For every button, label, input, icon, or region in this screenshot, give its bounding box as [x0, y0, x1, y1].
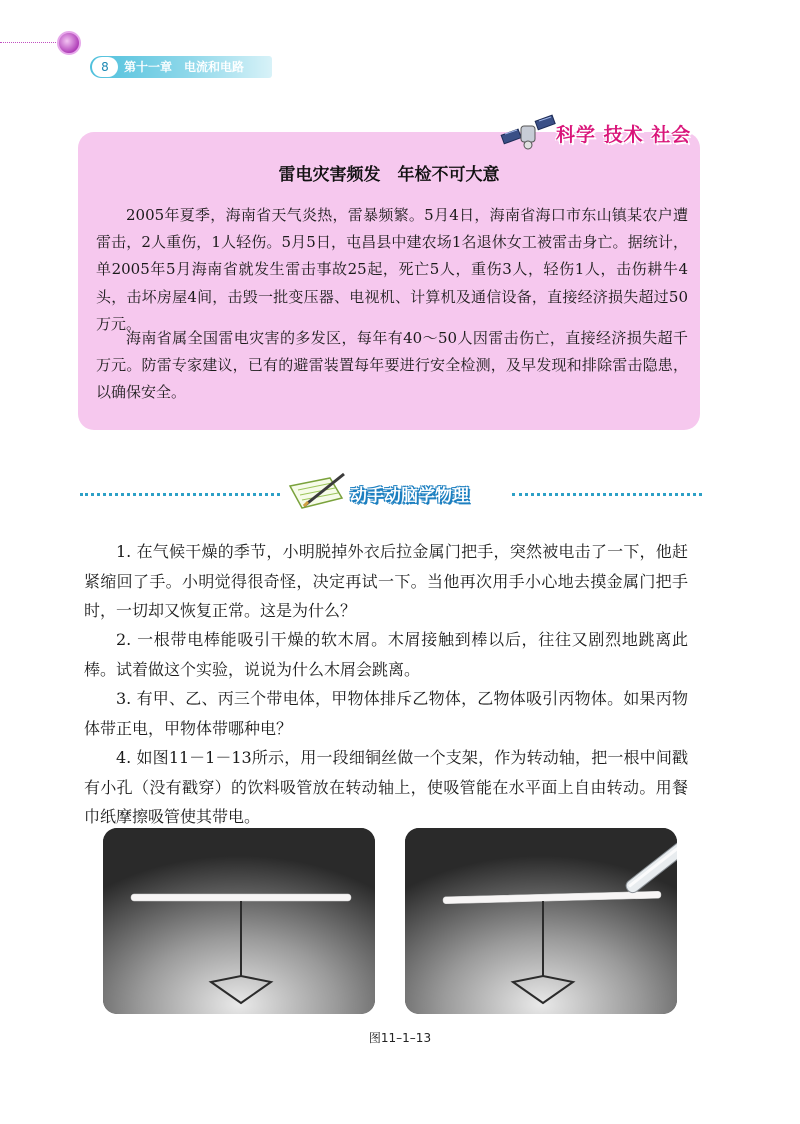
header-ring-icon [57, 31, 81, 55]
info-paragraph: 2005年夏季，海南省天气炎热，雷暴频繁。5月4日，海南省海口市东山镇某农户遭雷击，2人重伤，1人轻伤。5月5日，屯昌县中建农场1名退休女工被雷击身亡。据统计，单2005年5月海南省就发生雷击事故25起，死亡5人，重伤3人，轻伤1人，击伤耕牛4头，击坏房屋4间，击毁一批变压器、电视机、计算机及通信设备，直接经济损失超过50万元。 [96, 206, 688, 333]
sts-badge [500, 112, 715, 158]
sts-badge-label: 科学 技术 社会 [556, 124, 692, 146]
notebook-pen-icon [284, 472, 348, 514]
question-item: 2. 一根带电棒能吸引干燥的软木屑。木屑接触到棒以后，往往又剧烈地跳离此棒。试着做这个实验，说说为什么木屑会跳离。 [84, 630, 688, 679]
question-item: 1. 在气候干燥的季节，小明脱掉外衣后拉金属门把手，突然被电击了一下，他赶紧缩回了手。小明觉得很奇怪，决定再试一下。当他再次用手小心地去摸金属门把手时，一切却又恢复正常。这是为什么？ [84, 542, 688, 620]
info-title: 雷电灾害频发 年检不可大意 [278, 165, 500, 185]
chapter-title: 第十一章 电流和电路 [124, 60, 245, 74]
figure-caption: 图11–1–13 [368, 1031, 432, 1045]
section-dots-left [80, 493, 280, 496]
question-item: 3. 有甲、乙、丙三个带电体，甲物体排斥乙物体，乙物体吸引丙物体。如果丙物体带正电，甲物体带哪种电？ [84, 689, 688, 738]
photo-straw-on-stand [103, 828, 375, 1014]
photo-rod-near-straw [405, 828, 677, 1014]
hands-on-title: 动手动脑学物理 [350, 486, 469, 506]
header-dotted-line [0, 42, 62, 43]
info-paragraph: 海南省属全国雷电灾害的多发区，每年有40～50人因雷击伤亡，直接经济损失超千万元。防雷专家建议，已有的避雷装置每年要进行安全检测，及早发现和排除雷击隐患，以确保安全。 [96, 329, 688, 402]
question-item: 4. 如图11－1－13所示，用一段细铜丝做一个支架，作为转动轴，把一根中间戳有小孔（没有戳穿）的饮料吸管放在转动轴上，使吸管能在水平面上自由转动。用餐巾纸摩擦吸管使其带电。 [84, 748, 688, 826]
page-number: 8 [92, 57, 118, 77]
section-dots-right [512, 493, 702, 496]
satellite-icon [500, 112, 560, 158]
